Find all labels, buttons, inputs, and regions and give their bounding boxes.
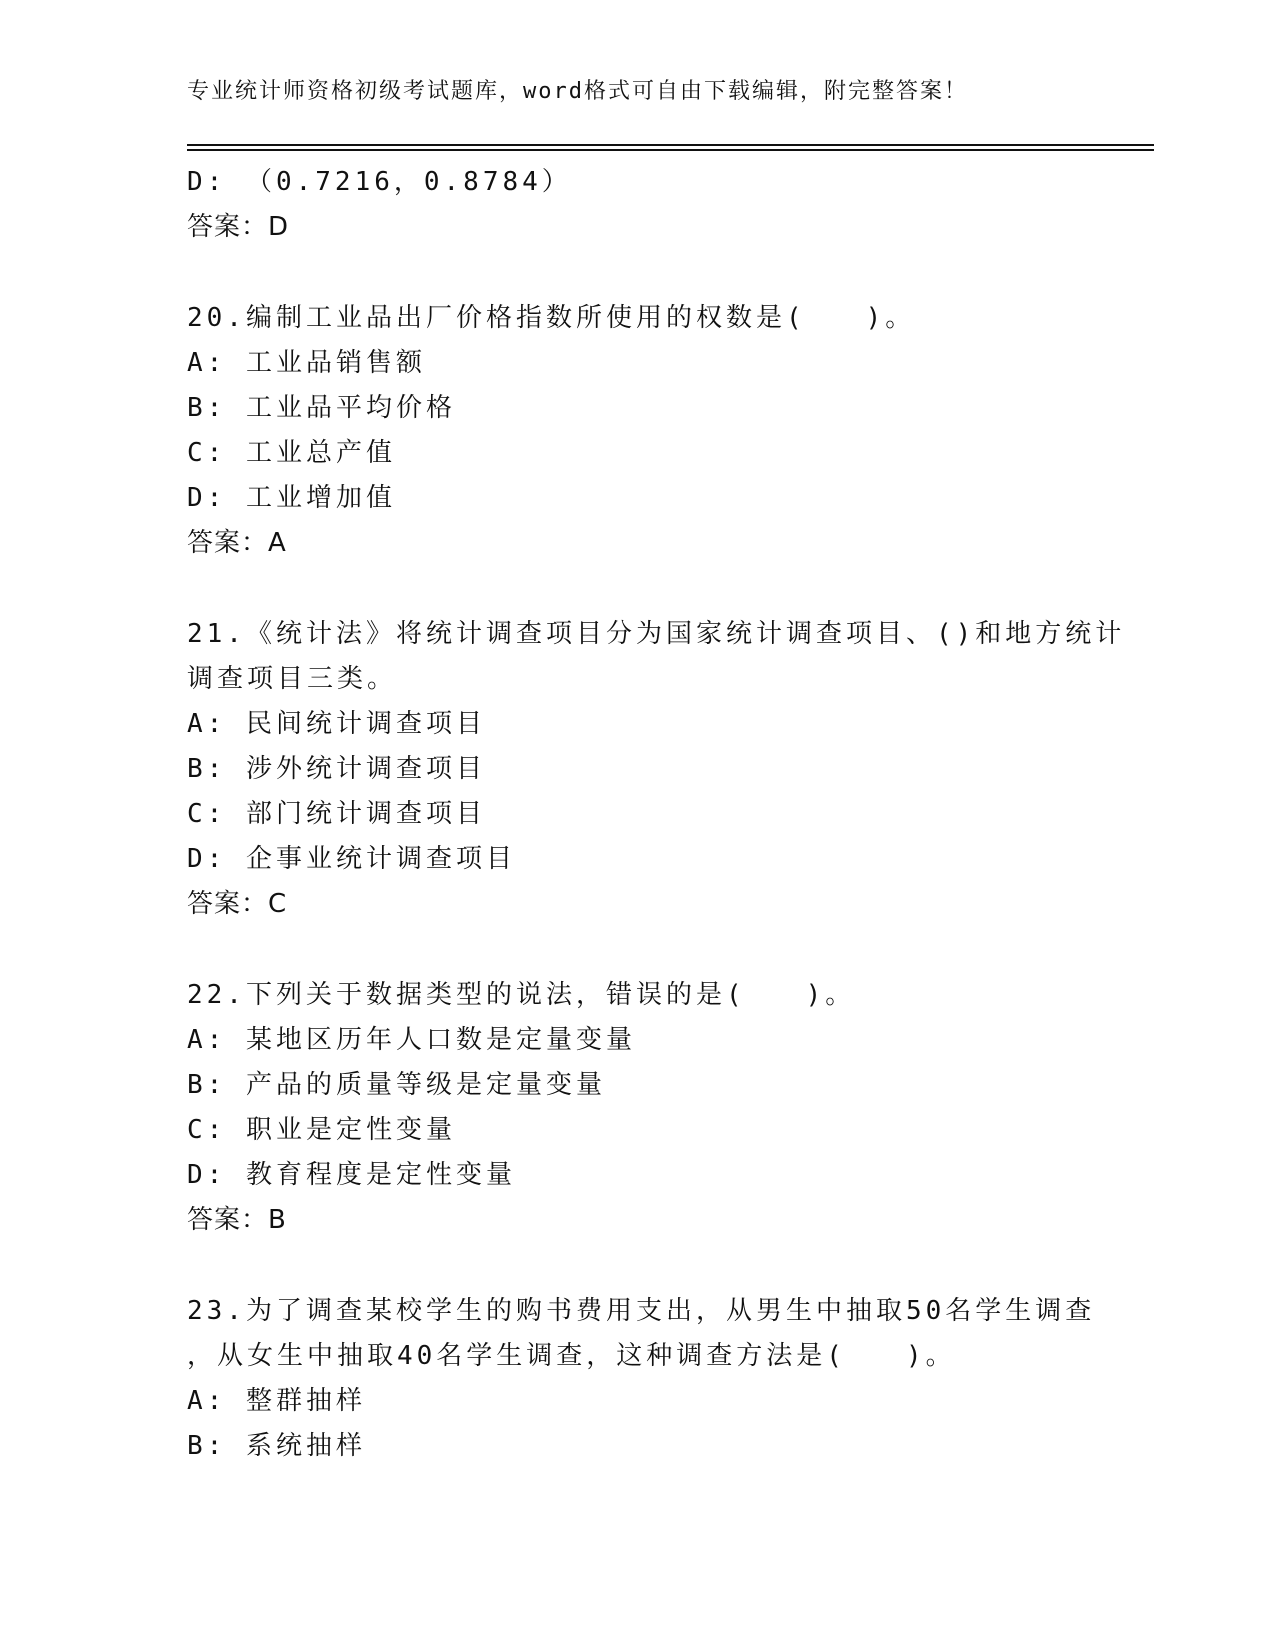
spacer xyxy=(187,250,1087,296)
option-a: A: 某地区历年人口数是定量变量 xyxy=(187,1025,636,1055)
option-c: C: 职业是定性变量 xyxy=(187,1115,456,1145)
header-divider-bottom xyxy=(187,149,1154,151)
option-a: A: 民间统计调查项目 xyxy=(187,709,486,739)
question-text: 21.《统计法》将统计调查项目分为国家统计调查项目、()和地方统计 xyxy=(187,619,1126,649)
option-d: D: （0.7216，0.8784） xyxy=(187,167,572,197)
answer: 答案：C xyxy=(187,889,288,919)
answer: 答案：B xyxy=(187,1205,287,1235)
spacer xyxy=(187,566,1087,612)
option-d: D: 教育程度是定性变量 xyxy=(187,1160,516,1190)
question-list xyxy=(187,160,1126,1469)
option-c: C: 部门统计调查项目 xyxy=(187,799,486,829)
question-22 xyxy=(187,973,1087,1243)
header-divider-top xyxy=(187,144,1154,146)
answer: 答案：A xyxy=(187,528,287,558)
option-b: B: 产品的质量等级是定量变量 xyxy=(187,1070,606,1100)
question-text: 22.下列关于数据类型的说法，错误的是( )。 xyxy=(187,980,856,1010)
question-text-continued: ，从女生中抽取40名学生调查，这种调查方法是( )。 xyxy=(187,1341,956,1371)
spacer xyxy=(187,1243,1087,1289)
question-20 xyxy=(187,296,1087,566)
question-text: 20.编制工业品出厂价格指数所使用的权数是( )。 xyxy=(187,303,916,333)
page-header: 专业统计师资格初级考试题库，word格式可自由下载编辑，附完整答案！ xyxy=(187,79,968,104)
question-text-continued: 调查项目三类。 xyxy=(187,664,398,694)
answer: 答案：D xyxy=(187,212,290,242)
option-a: A: 工业品销售额 xyxy=(187,348,426,378)
option-c: C: 工业总产值 xyxy=(187,438,396,468)
option-a: A: 整群抽样 xyxy=(187,1386,366,1416)
spacer xyxy=(187,927,1087,973)
question-text: 23.为了调查某校学生的购书费用支出，从男生中抽取50名学生调查 xyxy=(187,1296,1096,1326)
option-b: B: 系统抽样 xyxy=(187,1431,366,1461)
option-b: B: 工业品平均价格 xyxy=(187,393,456,423)
question-21 xyxy=(187,612,1126,927)
option-b: B: 涉外统计调查项目 xyxy=(187,754,486,784)
option-d: D: 企事业统计调查项目 xyxy=(187,844,516,874)
question-23 xyxy=(187,1289,1096,1469)
option-d: D: 工业增加值 xyxy=(187,483,396,513)
